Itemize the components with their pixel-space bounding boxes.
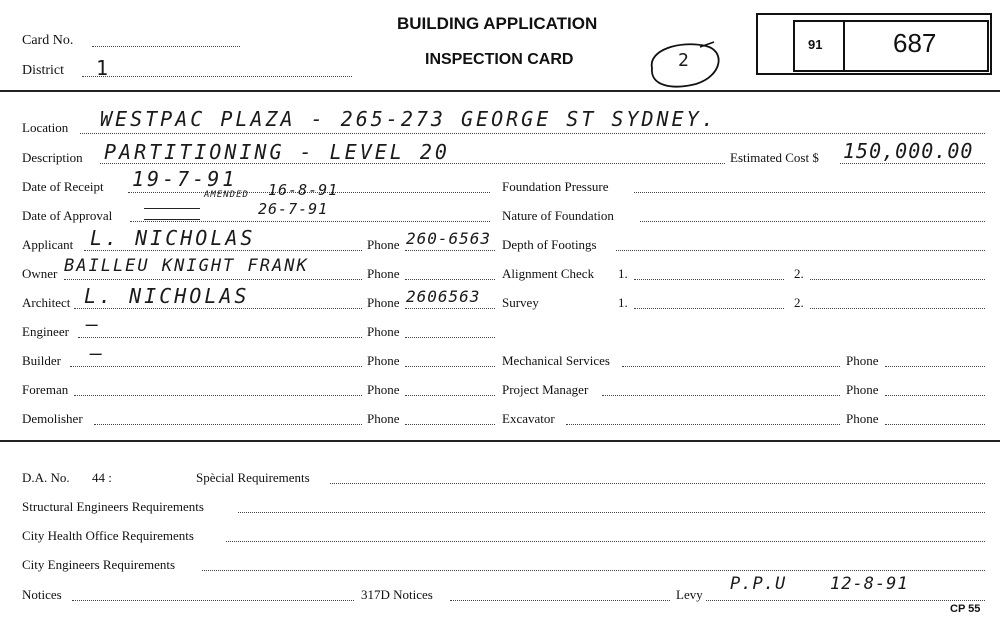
da-no-label: D.A. No. <box>22 470 70 485</box>
survey-line1 <box>634 308 784 309</box>
date-receipt-label: Date of Receipt <box>22 179 104 194</box>
circled-mark-value: 2 <box>678 50 692 71</box>
card-number-prefix: 91 <box>808 37 823 52</box>
owner-phone-label: Phone <box>367 266 400 281</box>
location-label: Location <box>22 120 69 135</box>
district-line <box>82 76 352 77</box>
da-no-value: 44 : <box>92 470 112 485</box>
card-number-main: 687 <box>893 28 937 58</box>
demolisher-phone-line <box>405 424 495 425</box>
notices-317d-line <box>450 600 670 601</box>
architect-phone-value: 2606563 <box>406 287 481 306</box>
survey-line2 <box>810 308 985 309</box>
applicant-label: Applicant <box>22 237 74 252</box>
builder-line <box>70 366 362 367</box>
survey-num2: 2. <box>794 295 804 310</box>
notices-317d-label: 317D Notices <box>361 587 433 602</box>
amended-date: 16-8-91 <box>268 181 339 199</box>
estimated-cost-line <box>840 163 985 164</box>
engineer-line <box>78 337 362 338</box>
applicant-phone-line <box>405 250 495 251</box>
foreman-label: Foreman <box>22 382 69 397</box>
mech-services-phone-label: Phone <box>846 353 879 368</box>
card-number-divider <box>843 20 845 70</box>
estimated-cost-label: Estimated Cost $ <box>730 150 819 165</box>
applicant-phone-value: 260-6563 <box>406 229 492 248</box>
owner-line <box>64 279 362 280</box>
applicant-value: L. NICHOLAS <box>90 226 256 250</box>
struck-out-mark <box>144 208 200 220</box>
engineer-label: Engineer <box>22 324 69 339</box>
project-manager-line <box>602 395 840 396</box>
levy-line <box>706 600 985 601</box>
applicant-phone-label: Phone <box>367 237 400 252</box>
structural-req-label: Structural Engineers Requirements <box>22 499 204 514</box>
foundation-pressure-line <box>634 192 985 193</box>
card-no-label: Card No. <box>22 33 74 48</box>
nature-foundation-label: Nature of Foundation <box>502 208 614 223</box>
health-req-label: City Health Office Requirements <box>22 528 194 543</box>
project-manager-phone-line <box>885 395 985 396</box>
date-receipt-value: 19-7-91 <box>132 167 238 191</box>
alignment-check-line1 <box>634 279 784 280</box>
foundation-pressure-label: Foundation Pressure <box>502 179 609 194</box>
form-code: CP 55 <box>950 603 981 615</box>
mech-services-line <box>622 366 840 367</box>
description-value: PARTITIONING - LEVEL 20 <box>104 140 450 164</box>
engineers-req-label: City Engineers Requirements <box>22 557 176 572</box>
architect-phone-line <box>405 308 495 309</box>
depth-footings-line <box>616 250 985 251</box>
excavator-label: Excavator <box>502 411 555 426</box>
special-req-line <box>330 483 985 484</box>
excavator-line <box>566 424 840 425</box>
notices-label: Notices <box>22 587 62 602</box>
district-label: District <box>22 63 64 78</box>
levy-date: 12-8-91 <box>830 574 909 594</box>
alignment-check-label: Alignment Check <box>502 266 595 281</box>
builder-value: — <box>90 341 106 365</box>
depth-footings-label: Depth of Footings <box>502 237 597 252</box>
date-approval-label: Date of Approval <box>22 208 113 223</box>
alignment-check-line2 <box>810 279 985 280</box>
notices-line <box>72 600 354 601</box>
district-value: 1 <box>96 56 112 80</box>
applicant-line <box>84 250 362 251</box>
location-line <box>80 133 985 134</box>
mech-services-label: Mechanical Services <box>502 353 610 368</box>
mech-services-phone-line <box>885 366 985 367</box>
levy-label: Levy <box>676 587 703 602</box>
survey-num1: 1. <box>618 295 628 310</box>
foreman-line <box>74 395 362 396</box>
architect-value: L. NICHOLAS <box>84 284 250 308</box>
alignment-check-num1: 1. <box>618 266 628 281</box>
excavator-phone-label: Phone <box>846 411 879 426</box>
project-manager-phone-label: Phone <box>846 382 879 397</box>
date-approval-line <box>130 221 490 222</box>
builder-phone-label: Phone <box>367 353 400 368</box>
engineer-phone-line <box>405 337 495 338</box>
architect-line <box>74 308 362 309</box>
levy-value: P.P.U <box>730 574 787 594</box>
architect-label: Architect <box>22 295 71 310</box>
builder-label: Builder <box>22 353 61 368</box>
header-rule <box>0 90 1000 92</box>
structural-req-line <box>238 512 985 513</box>
demolisher-label: Demolisher <box>22 411 83 426</box>
form-title-line2: INSPECTION CARD <box>425 51 574 68</box>
foreman-phone-label: Phone <box>367 382 400 397</box>
owner-label: Owner <box>22 266 58 281</box>
builder-phone-line <box>405 366 495 367</box>
amended-note: AMENDED <box>204 190 249 200</box>
engineer-phone-label: Phone <box>367 324 400 339</box>
foreman-phone-line <box>405 395 495 396</box>
description-label: Description <box>22 150 83 165</box>
section-rule <box>0 440 1000 442</box>
demolisher-phone-label: Phone <box>367 411 400 426</box>
card-no-line <box>92 46 240 47</box>
project-manager-label: Project Manager <box>502 382 589 397</box>
owner-value: BAILLEU KNIGHT FRANK <box>64 256 309 276</box>
demolisher-line <box>94 424 362 425</box>
estimated-cost-value: 150,000.00 <box>843 139 974 163</box>
health-req-line <box>226 541 985 542</box>
alignment-check-num2: 2. <box>794 266 804 281</box>
location-value: WESTPAC PLAZA - 265-273 GEORGE ST SYDNEY. <box>100 107 717 131</box>
owner-phone-line <box>405 279 495 280</box>
excavator-phone-line <box>885 424 985 425</box>
architect-phone-label: Phone <box>367 295 400 310</box>
engineers-req-line <box>202 570 985 571</box>
date-approval-value: 26-7-91 <box>258 200 329 218</box>
special-req-label: Spècial Requirements <box>196 470 310 485</box>
engineer-value: — <box>86 312 102 336</box>
nature-foundation-line <box>640 221 985 222</box>
survey-label: Survey <box>502 295 539 310</box>
form-title-line1: BUILDING APPLICATION <box>397 14 598 33</box>
